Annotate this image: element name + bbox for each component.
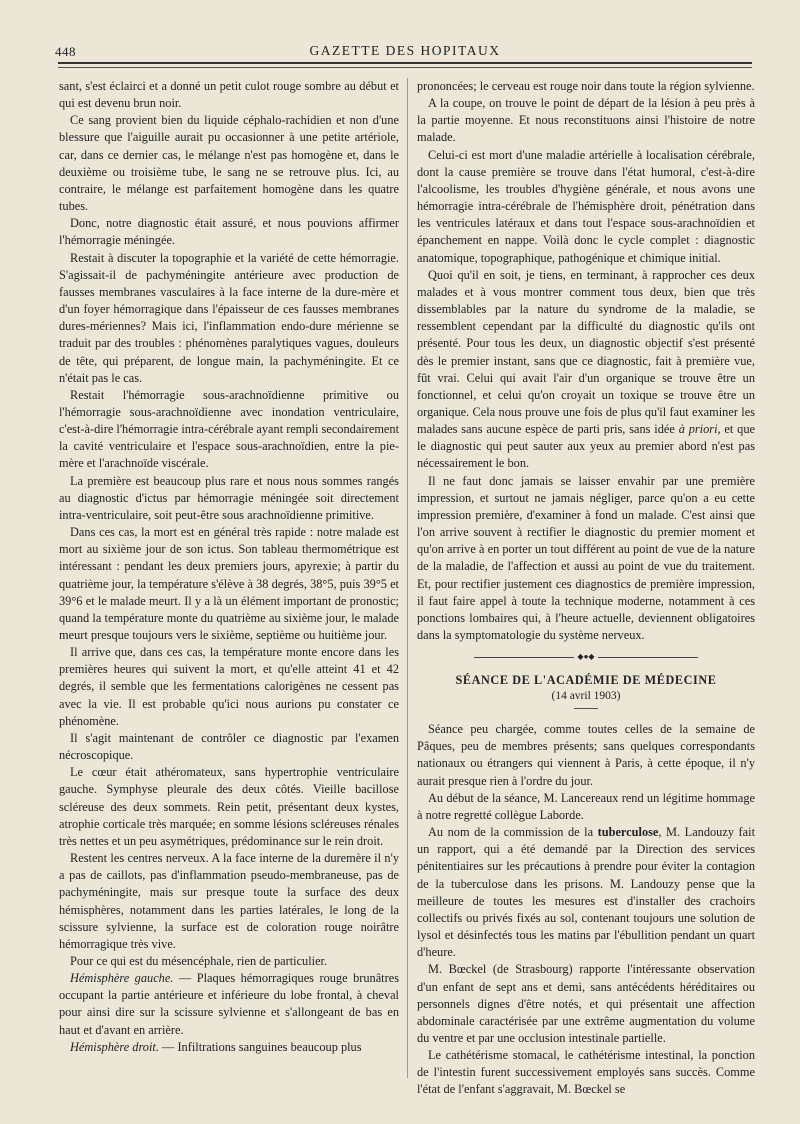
page-number: 448 xyxy=(55,44,76,59)
paragraph-a-priori xyxy=(417,267,755,473)
left-column xyxy=(59,78,399,1056)
right-column xyxy=(417,78,755,1099)
ornament-separator xyxy=(417,650,755,664)
paragraph: Pour ce qui est du mésencéphale, rien de particulier. xyxy=(70,953,328,968)
text-run: , M. Landouzy fait un rapport, qui a été demandé par la Direction des services pénitentiaires sur les précautions à prendre pour éviter la contagion de la tuberculose dans les prisons. M. Landouzy pense que la meilleure de toutes les mesures est d'installer des crachoirs collectifs ou privés fixés au sol, contenant toujours une solution de lysol et désinfectés tous les matins par l'ébullition pendant un quart d'heure. xyxy=(417,825,755,960)
hemisphere-gauche-label: Hémisphère gauche. xyxy=(70,971,174,986)
paragraph: Au début de la séance, M. Lancereaux rend un légitime hommage à notre regretté collègue Laborde. xyxy=(417,790,755,822)
paragraph: La première est beaucoup plus rare et nous nous sommes rangés au diagnostic d'ictus par hémorragie méningée soit directement intra-ventriculaire, soit peut-être sous arachnoïdienne primitive. xyxy=(59,473,399,522)
paragraph: Il s'agit maintenant de contrôler ce diagnostic par l'examen nécroscopique. xyxy=(59,730,399,763)
paragraph: M. Bœckel (de Strasbourg) rapporte l'intéressante observation d'un enfant de sept ans et demi, sans antécédents héréditaires ou personnels dignes d'être notés, et qui présentait une affection abdominale caractérisée par une extrême augmentation du volume du ventre et par une occlusion intestinale partielle. xyxy=(417,962,755,1045)
paragraph: Séance peu chargée, comme toutes celles de la semaine de Pâques, peu de membres présents; sans quelques correspondants nationaux ou étrangers qui viennent à Paris, à cette époque, il n'y aurait presque rien à l'ordre du jour. xyxy=(417,722,755,788)
section-date: (14 avril 1903) xyxy=(551,690,621,703)
paragraph-tuberculose xyxy=(417,824,755,961)
paragraph: Restent les centres nerveux. A la face interne de la duremère il n'y a pas de caillots, pas d'inflammation pseudo-membraneuse, pas de pachyméningite, mais sur presque toute la surface des deux hémisphères, notamment dans les parties latérales, le long de la scissure sylvienne, la surface est de coloration rouge noirâtre hémorragique très vive. xyxy=(59,851,399,951)
paragraph: prononcées; le cerveau est rouge noir dans toute la région sylvienne. xyxy=(417,79,755,93)
paragraph-hemisphere-gauche xyxy=(59,970,399,1039)
paragraph-hemisphere-droit xyxy=(59,1039,399,1056)
separator-line-left xyxy=(474,657,574,658)
paragraph: Ce sang provient bien du liquide céphalo-rachidien et non d'une blessure que l'aiguille aurait pu occasionner à une petite artériole, car, dans ce dernier cas, le mélange n'est pas homogène et, dans le deuxième ou troisième tube, le sang ne se retrouve plus. Ici, au contraire, le mélange est parfaitement homogène dans les quatre tubes. xyxy=(59,113,399,214)
header-rule-thick xyxy=(58,62,752,64)
paragraph: Le cœur était athéromateux, sans hypertrophie ventriculaire gauche. Symphyse pleurale des deux côtés. Vieille bacillose scléreuse des deux sommets. Rein petit, présentant deux kystes, atrophie corticale très marquée; en somme lésions scléreuses rénales très nettes et un peu asymétriques, prédominance sur le rein droit. xyxy=(59,765,399,848)
column-divider xyxy=(407,78,408,1078)
section-title: SÉANCE DE L'ACADÉMIE DE MÉDECINE xyxy=(455,673,717,688)
paragraph: sant, s'est éclairci et a donné un petit culot rouge sombre au début et qui est devenu brun noir. xyxy=(59,79,399,111)
paragraph: Il ne faut donc jamais se laisser envahir par une première impression, et surtout ne jamais négliger, parce qu'on a eu cette impression première, d'examiner à fond un malade. C'est ainsi que l'on arrive souvent à rectifier le diagnostic du premier moment et qu'on arrive à en porter un tout différent au point de vue de la nature de la maladie, de l'affection et aussi au point de vue du traitement. Et, pour rectifier justement ces diagnostics de première impression, il faut faire appel à toute la technique moderne, notamment à ces ponctions lombaires qui, à l'heure actuelle, deviennent obligatoires dans la symptomatologie du système nerveux. xyxy=(417,473,755,642)
paragraph: Restait l'hémorragie sous-arachnoïdienne primitive ou l'hémorragie sous-arachnoïdienne avec inondation ventriculaire, c'est-à-dire l'hémorragie intra-cérébrale ayant rempli secondairement la cavité ventriculaire et l'espace sous-arachnoïdien, entre la pie-mère et l'arachnoïde viscérale. xyxy=(59,387,399,471)
separator-ornament: ◆●◆ xyxy=(577,652,595,662)
hemisphere-gauche-text: — Plaques hémorragiques rouge brunâtres occupant la partie antérieure et inférieure du lobe frontal, à cheval pour ainsi dire sur la scissure sylvienne et s'allongeant de bas en haut et d'avant en arrière. xyxy=(59,971,399,1037)
paragraph: A la coupe, on trouve le point de départ de la lésion à peu près à la partie moyenne. Et nous reconstituons ainsi l'histoire de notre malade. xyxy=(417,96,755,145)
tuberculose-bold: tuberculose xyxy=(597,825,659,840)
paragraph: Restait à discuter la topographie et la variété de cette hémorragie. S'agissait-il de pachyméningite antérieure avec production de fausses membranes vasculaires à la face interne de la dure-mère et d'un foyer hémorragique dans l'épaisseur de ces fausses membranes dures-mériennes? Mais ici, l'inflammation endo-dure mérienne se traduit par des troubles : phénomènes paralytiques vagues, douleurs de tête, qui préparent, de longue main, la pachyméningite. Et ce n'était pas le cas. xyxy=(59,250,399,385)
hemisphere-droit-text: — Infiltrations sanguines beaucoup plus xyxy=(158,1039,362,1054)
text-run: Au nom de la commission de la xyxy=(428,825,598,840)
paragraph: Le cathétérisme stomacal, le cathétérisme intestinal, la ponction de l'intestin furent successivement employés sans succès. Comme l'état de l'enfant s'aggravait, M. Bœckel se xyxy=(417,1048,755,1097)
paragraph: Il arrive que, dans ces cas, la température monte encore dans les premières heures qui suivent la mort, et qu'elle atteint 41 et 42 degrés, il semble que les fermentations calorigènes ne cessent pas avec la vie. Il est probable qu'ici nous aurions pu constater ce phénomène. xyxy=(59,645,399,728)
hemisphere-droit-label: Hémisphère droit. xyxy=(70,1039,159,1054)
short-rule xyxy=(574,708,598,709)
text-run: , et que le diagnostic qui peut sauter aux yeux au premier abord n'est pas nécessairement le bon. xyxy=(417,422,755,471)
page-header xyxy=(55,40,755,64)
paragraph: Donc, notre diagnostic était assuré, et nous pouvions affirmer l'hémorragie méningée. xyxy=(59,216,399,248)
running-title: GAZETTE DES HOPITAUX xyxy=(309,43,501,58)
paragraph: Celui-ci est mort d'une maladie artérielle à localisation cérébrale, dont la cause première se trouve dans l'état humoral, c'est-à-dire l'alcoolisme, les troubles d'hygiène générale, et nous avons une hémorragie intra-cérébrale de l'hémisphère droit, pénétration dans les ventricules latéraux et dans tout l'espace sous-arachnoïdien et épanchement en nappe. Voilà donc le cycle complet : diagnostic anatomique, topographique, pathogénique et chimique initial. xyxy=(417,147,755,265)
text-run: Quoi qu'il en soit, je tiens, en terminant, à rapprocher ces deux malades et à vous montrer comment tous deux, bien que très dissemblables par la nature du syndrome de la maladie, se ressemblent cependant par la difficulté du diagnostic qu'ils ont présenté. Pour tous les deux, un diagnostic objectif s'est présenté dès le premier instant, sans que ce diagnostic, fait à première vue, fût vrai. Celui qui avait l'air d'un organique se trouve être un fonctionnel, et celui qu'on croyait un toxique se trouve être un organique. Cela nous prouve une fois de plus qu'il faut examiner les malades sans aucune espèce de parti pris, sans idée xyxy=(417,267,755,437)
separator-line-right xyxy=(598,657,698,658)
a-priori-italic: à priori xyxy=(678,422,718,437)
header-rule-thin xyxy=(58,67,752,68)
paragraph: Dans ces cas, la mort est en général très rapide : notre malade est mort au sixième jour de son ictus. Son tableau thermométrique est intéressant : pendant les deux premiers jours, apyrexie; à partir du quatrième jour, la température s'élève à 38 degrés, 38°5, puis 39°5 et 39°6 et le malade meurt. Il y a là un élément important de pronostic; quand la température monte du quatrième au sixième jour, le malade meurt presque toujours vers le sixième, septième ou huitième jour. xyxy=(59,525,399,642)
